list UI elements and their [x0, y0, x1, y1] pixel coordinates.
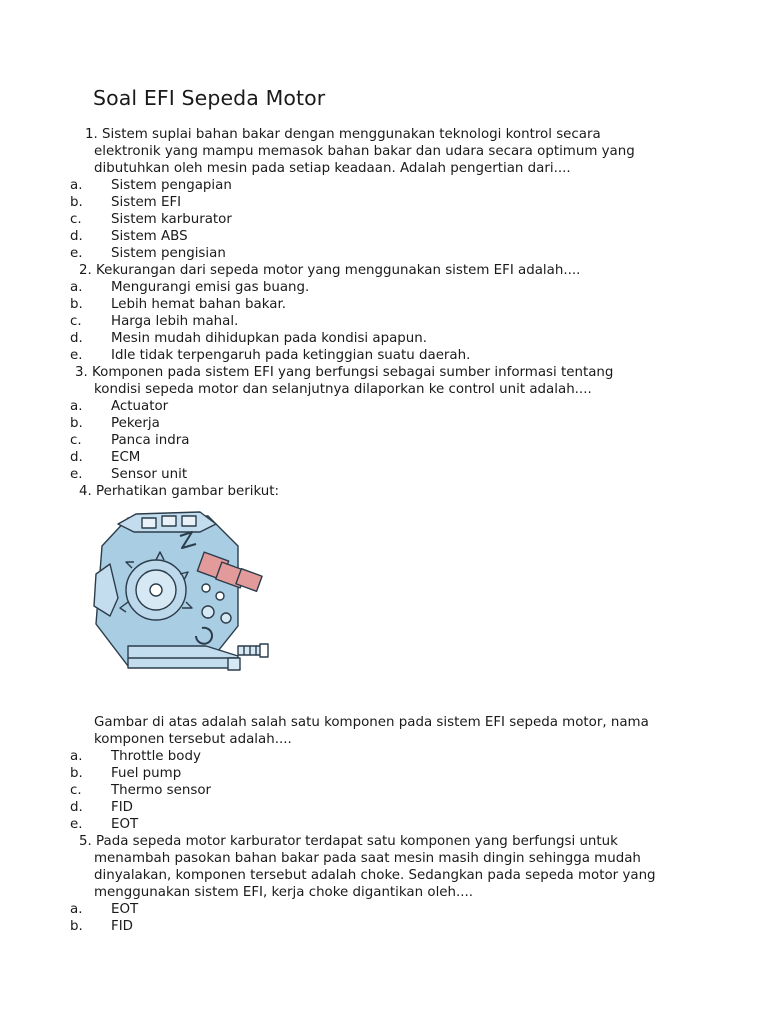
option-text: Throttle body [111, 749, 201, 764]
option-letter: c. [70, 314, 82, 329]
option-letter: e. [70, 817, 83, 832]
option-letter: e. [70, 467, 83, 482]
option-text: Lebih hemat bahan bakar. [111, 297, 287, 312]
question-4-line-1: 4. Perhatikan gambar berikut: [79, 484, 280, 499]
option-letter: b. [70, 297, 83, 312]
option-text: ECM [111, 450, 141, 465]
question-3-line-1: 3. Komponen pada sistem EFI yang berfungsi sebagai sumber informasi tentang [75, 365, 614, 380]
page-title: Soal EFI Sepeda Motor [93, 86, 326, 110]
option-letter: e. [70, 348, 83, 363]
option-text: Sistem ABS [111, 229, 188, 244]
throttle-body-illustration [88, 506, 273, 676]
option-text: EOT [111, 817, 139, 832]
option-letter: c. [70, 783, 82, 798]
question-2-line-1: 2. Kekurangan dari sepeda motor yang menggunakan sistem EFI adalah.... [79, 263, 581, 278]
option-letter: b. [70, 195, 83, 210]
option-text: Sensor unit [111, 467, 188, 482]
option-text: Sistem EFI [111, 195, 182, 210]
question-4-after-figure-line-2: komponen tersebut adalah.... [94, 732, 292, 747]
option-text: Harga lebih mahal. [111, 314, 239, 329]
option-letter: d. [70, 800, 83, 815]
option-letter: a. [70, 902, 83, 917]
option-text: Sistem karburator [111, 212, 232, 227]
option-letter: a. [70, 178, 83, 193]
option-text: Panca indra [111, 433, 190, 448]
option-text: FID [111, 919, 133, 934]
option-letter: b. [70, 766, 83, 781]
option-letter: d. [70, 229, 83, 244]
option-text: Actuator [111, 399, 169, 414]
option-text: Thermo sensor [111, 783, 212, 798]
question-4-after-figure-line-1: Gambar di atas adalah salah satu komponen pada sistem EFI sepeda motor, nama [94, 715, 649, 730]
option-letter: c. [70, 433, 82, 448]
question-1-line-3: dibutuhkan oleh mesin pada setiap keadaan. Adalah pengertian dari.... [94, 161, 571, 176]
option-letter: d. [70, 331, 83, 346]
option-letter: a. [70, 749, 83, 764]
question-5-line-3: dinyalakan, komponen tersebut adalah choke. Sedangkan pada sepeda motor yang [94, 868, 656, 883]
question-5-line-4: menggunakan sistem EFI, kerja choke digantikan oleh.... [94, 885, 474, 900]
question-5-line-1: 5. Pada sepeda motor karburator terdapat satu komponen yang berfungsi untuk [79, 834, 618, 849]
option-letter: e. [70, 246, 83, 261]
question-1-line-2: elektronik yang mampu memasok bahan bakar dan udara secara optimum yang [94, 144, 635, 159]
question-3-line-2: kondisi sepeda motor dan selanjutnya dilaporkan ke control unit adalah.... [94, 382, 592, 397]
option-letter: b. [70, 416, 83, 431]
option-text: Mesin mudah dihidupkan pada kondisi apapun. [111, 331, 428, 346]
option-letter: c. [70, 212, 82, 227]
option-text: FID [111, 800, 133, 815]
option-text: Idle tidak terpengaruh pada ketinggian suatu daerah. [111, 348, 471, 363]
question-5-line-2: menambah pasokan bahan bakar pada saat mesin masih dingin sehingga mudah [94, 851, 641, 866]
option-text: Fuel pump [111, 766, 182, 781]
option-text: EOT [111, 902, 139, 917]
option-text: Sistem pengisian [111, 246, 226, 261]
option-letter: b. [70, 919, 83, 934]
option-text: Pekerja [111, 416, 160, 431]
option-letter: a. [70, 280, 83, 295]
question-1-line-1: 1. Sistem suplai bahan bakar dengan menggunakan teknologi kontrol secara [85, 127, 601, 142]
option-letter: d. [70, 450, 83, 465]
option-text: Sistem pengapian [111, 178, 232, 193]
option-text: Mengurangi emisi gas buang. [111, 280, 310, 295]
option-letter: a. [70, 399, 83, 414]
